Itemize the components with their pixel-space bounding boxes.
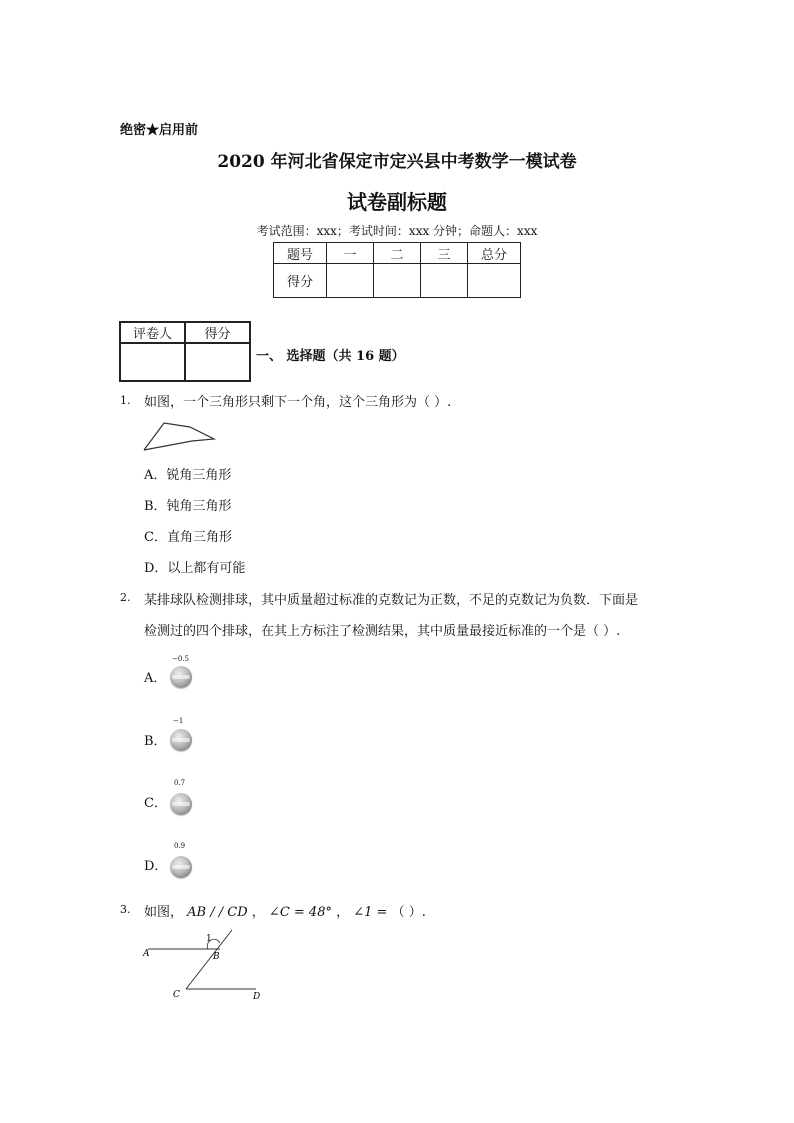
section-title: 一、 选择题（共 16 题） <box>256 349 405 364</box>
grader-header-score: 得分 <box>185 322 250 343</box>
option-c[interactable]: C．直角三角形 <box>144 530 232 545</box>
grader-cell-reviewer <box>120 343 185 381</box>
score-header-part2: 二 <box>374 243 421 264</box>
ball-label: 0.7 <box>174 779 186 787</box>
ball-label: −0.5 <box>172 655 189 663</box>
question-text-sep: ， <box>336 905 350 920</box>
score-cell-part3 <box>421 264 468 298</box>
question-number: 1. <box>120 394 131 407</box>
angle-1-expression: ∠1 = <box>353 905 388 920</box>
option-a[interactable]: A．锐角三角形 <box>144 468 232 483</box>
angle-c-expression: ∠C = 48° <box>268 905 332 920</box>
option-d[interactable]: D． <box>144 859 168 874</box>
question-text-sep: ， <box>251 905 265 920</box>
question-text-line1: 某排球队检测排球，其中质量超过标准的克数记为正数，不足的克数记为负数．下面是 <box>144 593 639 608</box>
option-b[interactable]: B． <box>144 734 167 749</box>
parallel-lines-figure <box>138 925 268 1005</box>
question-text-line2: 检测过的四个排球，在其上方标注了检测结果，其中质量最接近标准的一个是（ ）. <box>144 624 621 639</box>
secret-mark: 绝密★启用前 <box>120 123 199 138</box>
option-b[interactable]: B．钝角三角形 <box>144 499 232 514</box>
label-b: B <box>213 952 220 962</box>
option-c[interactable]: C． <box>144 796 167 811</box>
question-number: 2. <box>120 591 131 604</box>
grader-header-reviewer: 评卷人 <box>120 322 185 343</box>
score-header-part3: 三 <box>421 243 468 264</box>
option-a[interactable]: A． <box>144 671 167 686</box>
volleyball-icon <box>170 793 192 815</box>
score-row-label: 得分 <box>274 264 327 298</box>
ball-label: 0.9 <box>174 842 186 850</box>
score-cell-total <box>468 264 521 298</box>
question-text: 如图，一个三角形只剩下一个角，这个三角形为（ ）. <box>144 395 452 410</box>
question-text-prefix: 如图， <box>144 905 184 920</box>
ball-label: −1 <box>173 717 184 725</box>
label-d: D <box>253 992 261 1002</box>
label-a: A <box>143 949 150 959</box>
exam-info: 考试范围：xxx；考试时间：xxx 分钟；命题人：xxx <box>256 224 538 238</box>
option-d[interactable]: D．以上都有可能 <box>144 561 246 576</box>
volleyball-icon <box>170 729 192 751</box>
score-header-part1: 一 <box>327 243 374 264</box>
question-number: 3. <box>120 903 131 916</box>
score-cell-part1 <box>327 264 374 298</box>
question-text <box>144 901 426 920</box>
parallel-expression: AB / / CD <box>187 905 248 920</box>
paper-subtitle: 试卷副标题 <box>347 190 447 214</box>
score-cell-part2 <box>374 264 421 298</box>
score-header-label: 题号 <box>274 243 327 264</box>
label-c: C <box>173 990 180 1000</box>
score-header-total: 总分 <box>468 243 521 264</box>
grader-table <box>119 321 251 382</box>
label-angle-1: 1 <box>206 934 212 944</box>
score-table <box>273 242 521 298</box>
broken-triangle-figure <box>140 418 220 454</box>
question-text-suffix: （ ）. <box>391 905 426 920</box>
paper-title: 2020 年河北省保定市定兴县中考数学一模试卷 <box>217 152 577 172</box>
volleyball-icon <box>170 856 192 878</box>
volleyball-icon <box>170 666 192 688</box>
grader-cell-score <box>185 343 250 381</box>
